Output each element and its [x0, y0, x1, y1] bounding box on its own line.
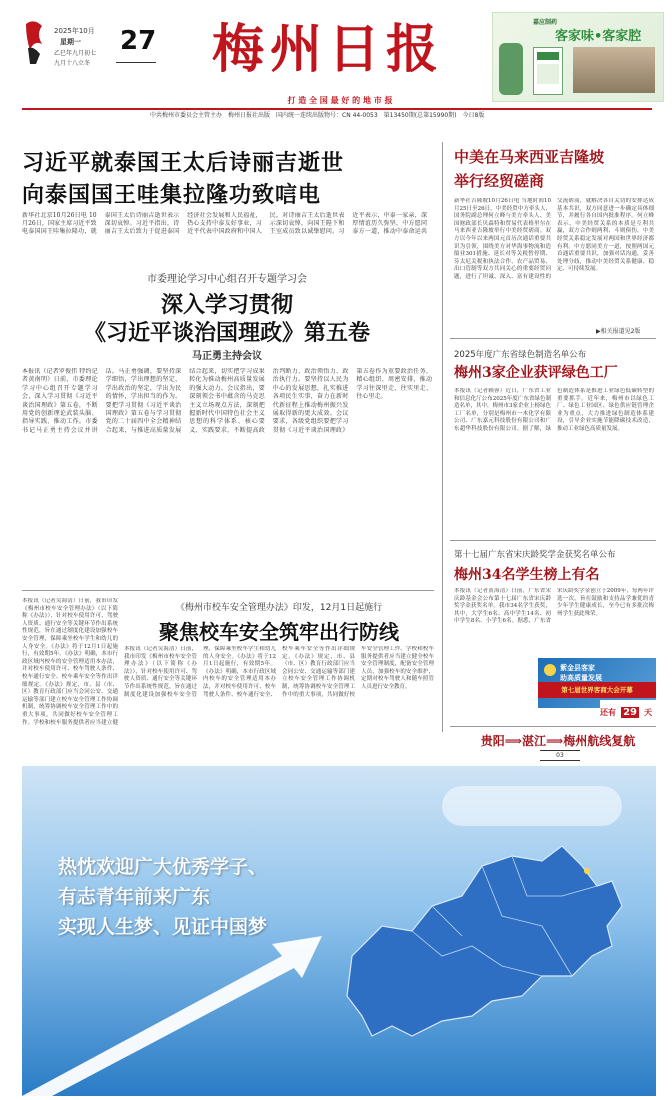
school-bus-kicker: 《梅州市校车安全管理办法》印发，12月1日起施行 [175, 603, 383, 613]
countdown-suffix: 天 [644, 708, 653, 717]
solar-term: 九月十八立冬 [54, 60, 91, 67]
side-ad-banner-text: 第七届世界客商大会开幕 [561, 686, 633, 694]
countdown-days: 29 [623, 707, 638, 718]
malaysia-body: 新华社吉隆坡10月26日电 当地时间10月25日至26日，中美经贸中方牵头人、国务院副总理何立峰与美方牵头人、美国财政部长贝森特和贸易代表格里尔在马来西亚吉隆坡举行中美经贸磋商。双方以今年以来两国元首历次通话重要共识为引领，围绕美方对华海事物流和造船业301措施、延长对等关税暂停期、芬太尼关税和执法合作、农产品贸易、出口管制等双方共同关心的重要经贸问题，进行了坦诚、深入、富有建设性的交流磋商，就解决各自关切的安排达成基本共识，双方同意进一步确定具体细节，并履行各自国内批准程序。何立峰表示，中美经贸关系的本质是互利共赢，双方合作则两利、斗则俱伤。中美经贸关系稳定发展对两国和世界经济都有利。中方愿同美方一道，按照两国元首通话重要共识，加强对话沟通，妥善处理分歧，推动中美经贸关系健康、稳定、可持续发展。 [454, 198, 654, 280]
banner-line-1: 热忱欢迎广大优秀学子、 [58, 856, 268, 878]
study-subhead: 马正勇主持会议 [192, 351, 262, 362]
side-ad-banner[interactable] [538, 682, 656, 698]
scholarship-kicker: 第十七届广东省宋庆龄奖学金获奖名单公布 [454, 550, 616, 560]
newspaper-slogan: 打 造 全 国 最 好 的 地 市 报 [287, 96, 393, 105]
info-line: 中共梅州市委员会主管主办 梅州日报社出版 国内统一连续出版物号：CN 44-0053 第13450期(总第15990期) 今日8版 [150, 112, 485, 119]
masthead [0, 0, 672, 118]
ad-brand: 嘉应制药 [533, 19, 558, 26]
school-bus-headline: 聚焦校车安全筑牢出行防线 [159, 620, 399, 644]
lunar-date: 乙巳年九月初七 [54, 50, 97, 57]
study-headline-2: 《习近平谈治国理政》第五卷 [83, 320, 370, 346]
side-ad-line1: 紫金县客家 [560, 664, 595, 672]
guangdong-map-icon [312, 826, 642, 1056]
route-headline: 贵阳⟹湛江⟹梅州航线复航 [480, 734, 636, 748]
lead-headline-2: 向泰国国王哇集拉隆功致唁电 [22, 182, 322, 208]
study-body: 本报讯（记者罗俊伟 特约记者黄南明）日前，市委理论学习中心组召开专题学习会，深入学习贯彻《习近平谈治国理政》第五卷，不断用党的创新理论武装头脑、指导实践、推动工作。市委书记马正勇主持会议并讲话。马正勇强调，要坚持深学细悟，学出理想的坚定，学出政治的坚定，学出为民的情怀，学出担当的作为。要把学习贯彻《习近平谈治国理政》第五卷与学习贯彻党的二十届四中全会精神结合起来，与推进高质量发展结合起来，切实把学习成果转化为推动梅州高质量发展的强大动力。会议指出，要深刻领会书中蕴含的马克思主义立场观点方法，深刻把握新时代中国特色社会主义思想的科学体系、核心要义、实践要求，不断提高政治判断力、政治领悟力、政治执行力。要坚持以人民为中心的发展思想，扎实推进各项民生实事，奋力在新时代新征程上推动梅州振兴发展取得新的更大成效。会议要求，各级党组织要把学习贯彻《习近平谈治国理政》第五卷作为重要政治任务，精心组织、周密安排，推动学习往深里走、往实里走、往心里走。 [22, 368, 432, 434]
ad-photo [573, 47, 655, 93]
malaysia-headline-2: 举行经贸磋商 [454, 172, 545, 190]
green-body: 本报讯（记者赖蓉）近日，广东省工业和信息化厅公布2025年度广东省绿色制造名单，其中，梅州市3家企业上榜绿色工厂名单，分别是梅州市一木化学有限公司、广东嘉元科技股份有限公司和广东超华科技股份有限公司。据了解，绿色制造体系是推进工业绿色低碳转型的重要抓手。近年来，梅州市以绿色工厂、绿色工业园区、绿色供应链管理企业为重点，大力推进绿色制造体系建设，引导企业实施节能降碳技术改造，推动工业绿色高质量发展。 [454, 388, 654, 432]
ad-product-box-icon [533, 47, 563, 95]
top-ad[interactable] [492, 12, 664, 102]
scholarship-headline: 梅州34名学生榜上有名 [454, 567, 600, 583]
study-kicker: 市委理论学习中心组召开专题学习会 [147, 274, 307, 285]
lead-headline-1: 习近平就泰国王太后诗丽吉逝世 [22, 150, 345, 176]
date-day: 27 [120, 26, 157, 56]
malaysia-more-link[interactable]: ▶相关报道见2版 [596, 328, 641, 335]
upward-arrow-icon [22, 916, 342, 1096]
countdown-prefix: 还有 [600, 708, 616, 717]
newspaper-logo-icon [22, 18, 46, 66]
newspaper-title: 梅州日报 [211, 19, 444, 80]
school-bus-lead-col: 本报讯（记者吴海清）日前，我市印发《梅州市校车安全管理办法》（以下简称《办法》），针对校车使用许可、驾驶人资质、通行安全等关键环节作出系统性规范，旨在通过制度化建设加强校车安全管理，保障乘坐校车学生和幼儿的人身安全。《办法》将于12月1日起施行，有效期5年。《办法》明确，本市行政区域内校车的安全管理适用本办法，并对校车使用许可、校车驾驶人条件、校车通行安全、校车乘车安全等作出详细规定。《办法》规定，市、县（市、区）教育行政部门应当会同公安、交通运输等部门建立校车安全管理工作协调机制，统筹协调校车安全管理工作中的重大事项，共同做好校车安全管理工作。学校和校车服务提供者应当建立健 [22, 598, 118, 726]
study-headline-1: 深入学习贯彻 [160, 292, 293, 318]
school-bus-body: 本报讯（记者吴海清）日前，我市印发《梅州市校车安全管理办法》（以下简称《办法》），针对校车使用许可、驾驶人资质、通行安全等关键环节作出系统性规范，旨在通过制度化建设加强校车安全管理，保障乘坐校车学生和幼儿的人身安全。《办法》将于12月1日起施行，有效期5年。《办法》明确，本市行政区域内校车的安全管理适用本办法，并对校车使用许可、校车驾驶人条件、校车通行安全、校车乘车安全等作出详细规定。《办法》规定，市、县（市、区）教育行政部门应当会同公安、交通运输等部门建立校车安全管理工作协调机制，统筹协调校车安全管理工作中的重大事项，共同做好校车安全管理工作。学校和校车服务提供者应当建立健全校车安全管理制度，配备安全管理人员，加强校车的安全维护，定期对校车驾驶人和随车照管人员进行安全教育。 [124, 646, 434, 698]
side-ad-line2: 助高质量发展 [560, 674, 602, 682]
date-year-month: 2025年10月 [54, 27, 95, 35]
countdown [600, 700, 656, 718]
banner-line-2: 有志青年前来广东 [58, 886, 211, 908]
ad-bottle-icon [499, 43, 523, 95]
route-page-ref: 03 [540, 750, 580, 761]
lead-body: 新华社北京10月26日电 10月26日，国家主席习近平致电泰国国王哇集拉隆功，就泰国王太后诗丽吉逝世表示深切哀悼。习近平指出，诗丽吉王太后致力于促进泰国经济社会发展和人民福祉，热心支持中泰友好事业，习近平代表中国政府和中国人民，对诗丽吉王太后逝世表示深切哀悼，向国王陛下和王室成员致以诚挚慰问。习近平表示，中泰一家亲，深厚情谊历久弥坚，中方愿同泰方一道，推动中泰命运共 [22, 212, 427, 235]
ad-logo-icon [544, 664, 556, 676]
green-headline: 梅州3家企业获评绿色工厂 [454, 365, 618, 381]
green-kicker: 2025年度广东省绿色制造名单公布 [454, 350, 587, 360]
scholarship-body: 本报讯（记者黄海清）日前，广东省宋庆龄基金会公布第十七届广东省宋庆龄奖学金获奖名单。我市34名学生获奖，其中，大学生6名、高中学生14名、初中学生8名、小学生6名。据悉，广东省宋庆龄奖学金创立于2009年，每两年评选一次，旨在鼓励和支持品学兼优的青少年学生健康成长，至今已有多批次梅州学生获此殊荣。 [454, 588, 654, 625]
ad-slogan: 客家味•客家腔 [555, 29, 642, 44]
malaysia-headline-1: 中美在马来西亚吉隆坡 [454, 148, 605, 166]
date-weekday: 星期一 [60, 38, 81, 46]
banner-line-3: 实现人生梦、见证中国梦 [58, 916, 268, 938]
bottom-banner[interactable] [22, 766, 656, 1096]
